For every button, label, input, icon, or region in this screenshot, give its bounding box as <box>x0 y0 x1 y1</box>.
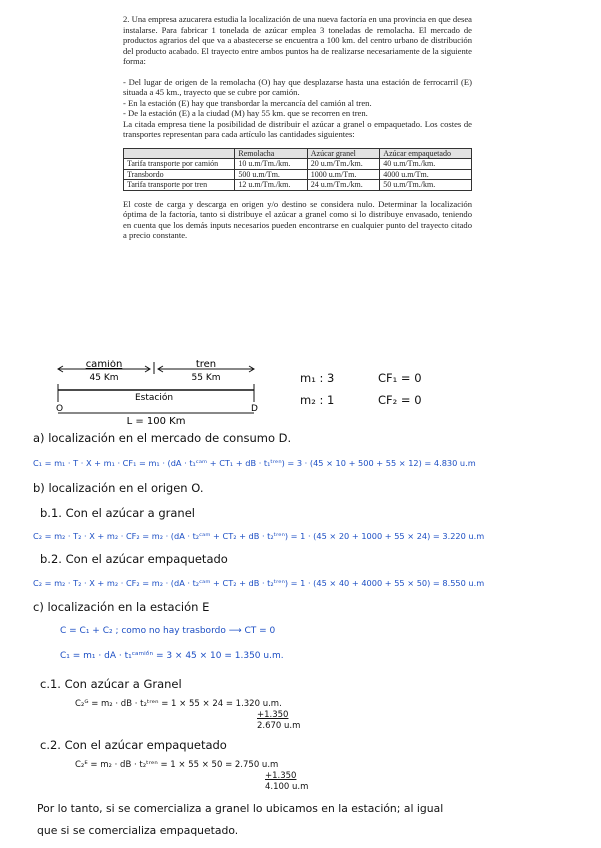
param-m2: m₂ : 1 <box>300 393 335 407</box>
route-line-1: - Del lugar de origen de la remolacha (O) hay que desplazarse hasta una estación de ferrocarril (E) situada a 45 km., trayecto que se cubre por camión. <box>123 76 472 97</box>
route-line-4: La citada empresa tiene la posibilidad de distribuir el azúcar a granel o empaquetado. Los costes de transportes representan para cada artículo las cantidades siguientes: <box>123 118 472 139</box>
problem-statement: 2. Una empresa azucarera estudia la localización de una nueva factoría en una provincia en que desea instalarse. Para fabricar 1 tonelada de azúcar emplea 3 toneladas de remolacha. El mercado de productos agrarios del que va a abastecerse se encuentra a 100 km. del centro urbano de distribución del producto acabado. El trayecto entre ambos puntos ha de realizarse necesariamente de la siguiente forma: <box>123 14 472 66</box>
dest-label: D <box>251 404 258 414</box>
table-cell: 50 u.m/Tm./km. <box>380 180 472 191</box>
section-c2-title: c.2. Con el azúcar empaquetado <box>40 738 227 752</box>
section-c2-total: 4.100 u.m <box>265 782 309 792</box>
table-cell: 20 u.m/Tm./km. <box>307 159 379 170</box>
table-cell: Tarifa transporte por tren <box>124 180 235 191</box>
route-line-3: - De la estación (E) a la ciudad (M) hay 55 km. que se recorren en tren. <box>123 108 368 118</box>
table-cell: Transbordo <box>124 169 235 180</box>
conclusion-line-2: que si se comercializa empaquetado. <box>37 824 239 837</box>
param-cf2: CF₂ = 0 <box>378 393 422 407</box>
problem-closing: El coste de carga y descarga en origen y/o destino se considera nulo. Determinar la localización óptima de la factoría, tanto si distribuye el azúcar a granel como si lo distribuye envasado, teniendo en cuenta que los demás inputs necesarios pueden encontrarse en cualquier punto del trayecto citado a precio constante. <box>123 198 472 241</box>
section-c-equation-1: C = C₁ + C₂ ; como no hay trasbordo ⟶ CT = 0 <box>60 626 276 636</box>
table-cell: 1000 u.m/Tm. <box>307 169 379 180</box>
table-row <box>124 159 472 170</box>
section-c1-equation: C₂ᴳ = m₂ · dB · t₂ᵗʳᵉⁿ = 1 × 55 × 24 = 1.320 u.m. <box>75 699 282 709</box>
table-row <box>124 180 472 191</box>
table-cell: 24 u.m/Tm./km. <box>307 180 379 191</box>
section-b2-title: b.2. Con el azúcar empaquetado <box>40 552 228 566</box>
table-cell: 12 u.m/Tm./km. <box>235 180 307 191</box>
table-header-cell: Azúcar granel <box>307 148 379 159</box>
table-cell: 4000 u.m/Tm. <box>380 169 472 180</box>
conclusion-line-1: Por lo tanto, si se comercializa a granel lo ubicamos en la estación; al igual <box>37 802 444 815</box>
section-a-equation: C₁ = m₁ · T · X + m₁ · CF₁ = m₁ · (dA · t₁ᶜᵃᵐ + CT₁ + dB · t₁ᵗʳᵉⁿ) = 3 · (45 × 10 + 500 + 55 × 12) = 4.830 u.m <box>33 458 476 468</box>
problem-text-block <box>123 14 472 241</box>
section-a-title: a) localización en el mercado de consumo D. <box>33 431 292 445</box>
section-c-title: c) localización en la estación E <box>33 600 210 614</box>
section-c2-equation: C₂ᴱ = m₂ · dB · t₂ᵗʳᵉⁿ = 1 × 55 × 50 = 2.750 u.m <box>75 760 279 770</box>
table-header-cell <box>124 148 235 159</box>
station-label: Estación <box>134 393 174 403</box>
param-m1: m₁ : 3 <box>300 371 335 385</box>
table-header-cell: Remolacha <box>235 148 307 159</box>
section-c2-addend: +1.350 <box>265 771 297 781</box>
table-cell: 10 u.m/Tm./km. <box>235 159 307 170</box>
section-b-title: b) localización en el origen O. <box>33 481 204 495</box>
table-cell: 40 u.m/Tm./km. <box>380 159 472 170</box>
table-header-row <box>124 148 472 159</box>
tren-distance: 55 Km <box>191 373 221 383</box>
route-diagram <box>50 360 280 428</box>
section-b1-title: b.1. Con el azúcar a granel <box>40 506 195 520</box>
section-b1-equation: C₂ = m₂ · T₂ · X + m₂ · CF₂ = m₂ · (dA · t₂ᶜᵃᵐ + CT₂ + dB · t₂ᵗʳᵉⁿ) = 1 · (45 × 20 + 1000 + 55 × 24) = 3.220 u.m <box>33 531 485 541</box>
transport-cost-table <box>123 148 472 191</box>
param-cf1: CF₁ = 0 <box>378 371 422 385</box>
total-distance: L = 100 Km <box>126 416 186 427</box>
section-c1-addend: +1.350 <box>257 710 289 720</box>
table-cell: 500 u.m/Tm. <box>235 169 307 180</box>
section-c1-total: 2.670 u.m <box>257 721 301 731</box>
table-cell: Tarifa transporte por camión <box>124 159 235 170</box>
section-c-equation-2: C₁ = m₁ · dA · t₁ᶜᵃᵐⁱᵒ́ⁿ = 3 × 45 × 10 = 1.350 u.m. <box>60 651 284 661</box>
tren-label: tren <box>195 360 217 370</box>
camion-distance: 45 Km <box>89 373 119 383</box>
table-row <box>124 169 472 180</box>
table-header-cell: Azúcar empaquetado <box>380 148 472 159</box>
section-b2-equation: C₂ = m₂ · T₂ · X + m₂ · CF₂ = m₂ · (dA · t₂ᶜᵃᵐ + CT₂ + dB · t₂ᵗʳᵉⁿ) = 1 · (45 × 40 + 4000 + 55 × 50) = 8.550 u.m <box>33 578 485 588</box>
origin-label: O <box>56 404 64 414</box>
section-c1-title: c.1. Con azúcar a Granel <box>40 677 182 691</box>
route-line-2: - En la estación (E) hay que transbordar la mercancía del camión al tren. <box>123 97 372 108</box>
camion-label: camión <box>85 360 123 370</box>
